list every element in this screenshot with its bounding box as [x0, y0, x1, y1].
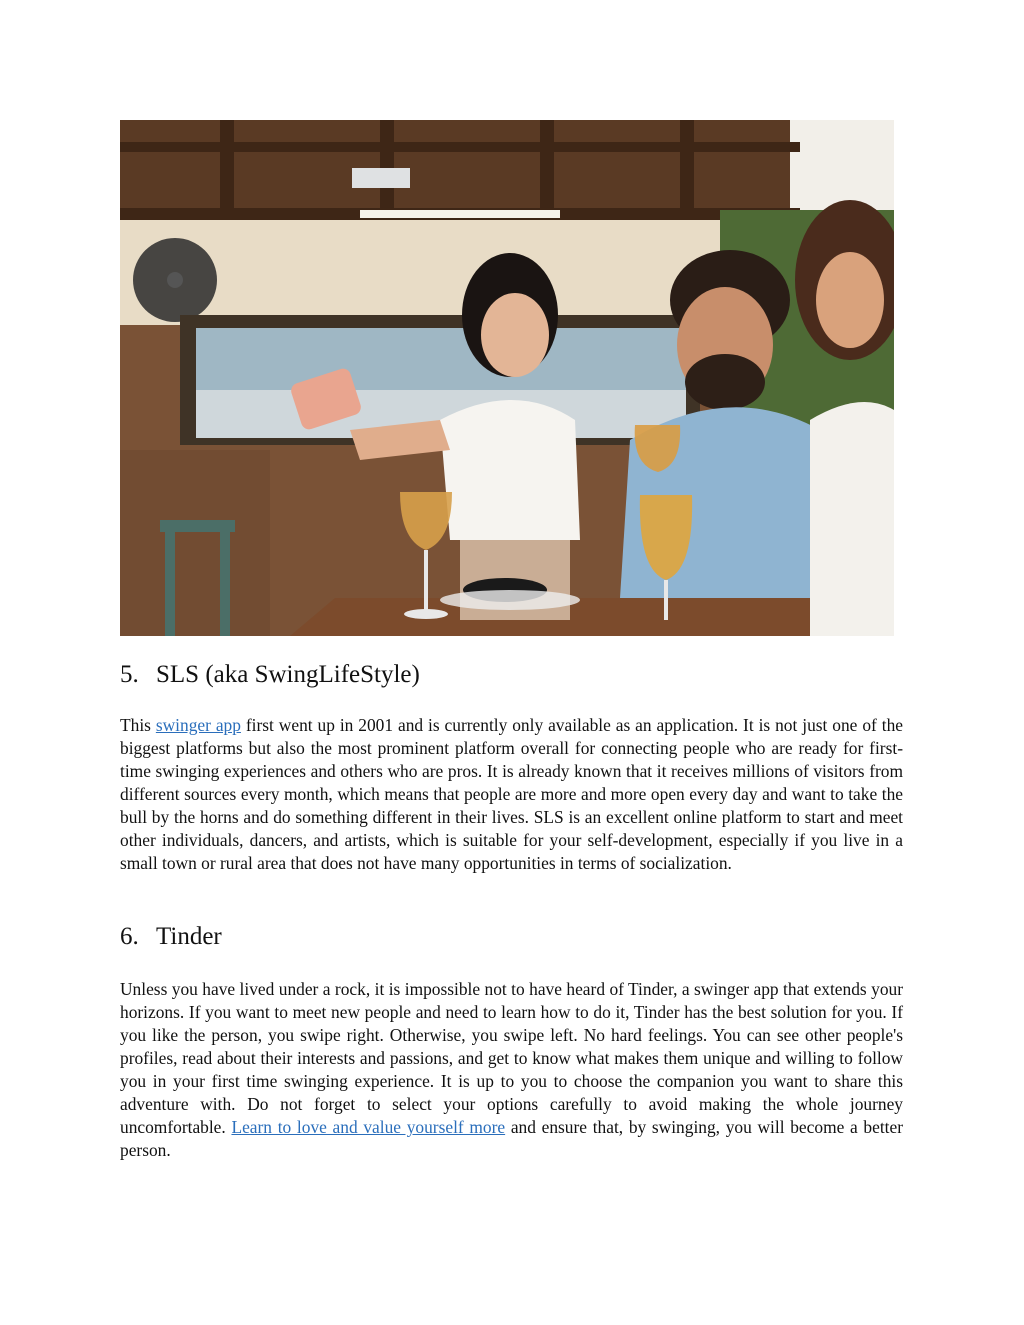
swinger-app-link[interactable]: swinger app	[155, 715, 241, 735]
section-number: 5.	[120, 661, 139, 688]
section-heading-tinder	[120, 922, 222, 952]
section-paragraph-sls	[120, 714, 903, 875]
paragraph-text: Unless you have lived under a rock, it is impossible not to have heard of Tinder, a swinger app that extends your horizons. If you want to meet new people and need to learn how to do it, Tinder has the best solution for you. If you like the person, you swipe right. Otherwise, you swipe left. No hard feelings. You can see other people's profiles, read about their interests and passions, and get to know what makes them unique and willing to follow you in your first time swinging experience. It is up to you to choose the companion you want to share this adventure with. Do not forget to select your options carefully to avoid making the whole journey uncomfortable.	[120, 979, 903, 1137]
love-yourself-link[interactable]: Learn to love and value yourself more	[231, 1117, 506, 1137]
section-title: SLS (aka SwingLifeStyle)	[156, 661, 420, 688]
section-title: Tinder	[156, 923, 222, 950]
section-number: 6.	[120, 923, 139, 950]
paragraph-text: first went up in 2001 and is currently only available as an application. It is not just one of the biggest platforms but also the most prominent platform overall for connecting people who are ready for first-time swinging experiences and others who are pros. It is already known that it receives millions of visitors from different sources every month, which means that people are more and more open every day and want to take the bull by the horns and do something different in their lives. SLS is an excellent online platform to start and meet other individuals, dancers, and artists, which is suitable for your self-development, especially if you live in a small town or rural area that does not have many opportunities in terms of socialization.	[120, 715, 903, 873]
photo-bar-friends-selfie-icon	[120, 120, 894, 636]
section-paragraph-tinder	[120, 978, 903, 1162]
bar-photo	[120, 120, 894, 636]
paragraph-text: and ensure that, by swinging, you will become a better person.	[120, 1117, 903, 1160]
paragraph-text: This	[120, 715, 156, 735]
section-heading-sls	[120, 660, 420, 690]
